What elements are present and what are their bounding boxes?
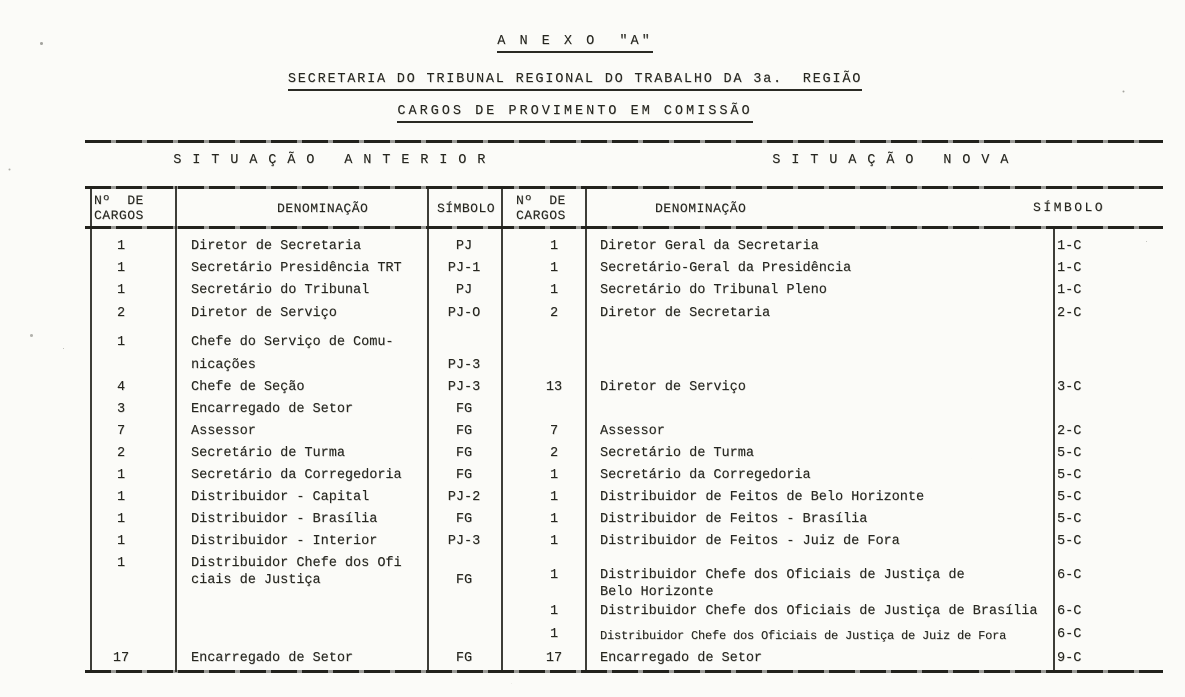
cell-d1: Secretário Presidência TRT: [191, 261, 402, 276]
cell-d1: Chefe de Seção: [191, 380, 305, 395]
cell-s1: PJ-3: [447, 358, 481, 373]
cell-d1: Encarregado de Setor: [191, 402, 354, 417]
table-row: [0, 401, 1185, 419]
cell-n2: 1: [549, 490, 559, 505]
table-row: [0, 650, 1185, 668]
cell-s2: 1-C: [1057, 239, 1082, 254]
cell-d2: Distribuidor de Feitos de Belo Horizonte: [600, 490, 925, 505]
cell-n2: 1: [549, 261, 559, 276]
cell-n1: 4: [116, 380, 126, 395]
cell-n2: 1: [549, 283, 559, 298]
cell-d2: Distribuidor Chefe dos Oficiais de Justiça de Belo Horizonte: [600, 568, 965, 600]
cell-d1: Secretário de Turma: [191, 446, 345, 461]
page-subtitle-cargos: [0, 103, 1150, 123]
cell-n1: 1: [116, 534, 126, 549]
cell-d2: Secretário do Tribunal Pleno: [600, 283, 827, 298]
cell-n2: 2: [549, 306, 559, 321]
table-row: [0, 334, 1185, 352]
colhead-denominacao2: DENOMINAÇÃO: [655, 201, 747, 216]
cell-n2: 2: [549, 446, 559, 461]
cell-n1: 17: [112, 651, 130, 666]
section-label-anterior: S I T U A Ç Ã O A N T E R I O R: [173, 153, 487, 168]
cell-n1: 2: [116, 306, 126, 321]
cell-d1: Distribuidor Chefe dos Ofi ciais de Justiça: [191, 556, 402, 588]
cell-n2: 7: [549, 424, 559, 439]
colhead-num2-line1: Nº DE: [516, 193, 566, 208]
cell-d1: Distribuidor - Brasília: [191, 512, 378, 527]
cell-s2: 5-C: [1057, 512, 1082, 527]
cell-d2: Encarregado de Setor: [600, 651, 763, 666]
cell-d2: Distribuidor de Feitos - Brasília: [600, 512, 868, 527]
cell-d2: Distribuidor de Feitos - Juiz de Fora: [600, 534, 900, 549]
table-row: [0, 533, 1185, 551]
cell-d1: Assessor: [191, 424, 256, 439]
cell-s2: 1-C: [1057, 283, 1082, 298]
cell-n2: 1: [549, 627, 559, 642]
cell-n2: 1: [549, 534, 559, 549]
cell-n2: 13: [545, 380, 563, 395]
cell-d1: Diretor de Secretaria: [191, 239, 362, 254]
cell-n1: 1: [116, 335, 126, 350]
rule-header-top: [85, 186, 1163, 189]
colhead-num1-line2: CARGOS: [94, 208, 144, 223]
cell-s1: FG: [455, 512, 473, 527]
cell-d1: Distribuidor - Capital: [191, 490, 370, 505]
table-row: [0, 489, 1185, 507]
cell-s1: FG: [455, 468, 473, 483]
cell-n1: 1: [116, 261, 126, 276]
rule-header-bottom: [85, 226, 1163, 229]
page-subtitle-org: [0, 71, 1150, 91]
cell-d2: Secretário da Corregedoria: [600, 468, 811, 483]
cell-s2: 6-C: [1057, 604, 1082, 619]
cell-d1: Encarregado de Setor: [191, 651, 354, 666]
page-title: [0, 33, 1150, 53]
table-row: [0, 423, 1185, 441]
table-row: [0, 445, 1185, 463]
cell-d2: Distribuidor Chefe dos Oficiais de Justiça de Brasília: [600, 604, 1038, 619]
cell-d2: Diretor Geral da Secretaria: [600, 239, 819, 254]
cell-s1: PJ-O: [447, 306, 481, 321]
colhead-denominacao1: DENOMINAÇÃO: [277, 201, 369, 216]
cell-n1: 3: [116, 402, 126, 417]
cell-s1: PJ: [455, 239, 473, 254]
cell-d2: Assessor: [600, 424, 665, 439]
table-row: [0, 305, 1185, 323]
cell-n2: 1: [549, 604, 559, 619]
cell-s1: FG: [455, 651, 473, 666]
colhead-simbolo2: SÍMBOLO: [1033, 200, 1106, 215]
section-label-nova: S I T U A Ç Ã O N O V A: [772, 153, 1010, 168]
cell-n1: 1: [116, 468, 126, 483]
cell-n1: 1: [116, 556, 126, 571]
cell-s2: 5-C: [1057, 490, 1082, 505]
table-row: [0, 260, 1185, 278]
cell-n2: 1: [549, 239, 559, 254]
rule-top: [85, 140, 1163, 143]
cell-s2: 5-C: [1057, 534, 1082, 549]
cell-n1: 1: [116, 490, 126, 505]
cell-n2: 1: [549, 468, 559, 483]
table-row: [0, 467, 1185, 485]
cell-s1: PJ-3: [447, 534, 481, 549]
cell-s2: 6-C: [1057, 568, 1082, 583]
cell-n2: 17: [545, 651, 563, 666]
cell-n1: 7: [116, 424, 126, 439]
cell-d1: nicações: [191, 358, 256, 373]
cell-s1: FG: [455, 402, 473, 417]
table-row: [0, 238, 1185, 256]
cell-s2: 5-C: [1057, 468, 1082, 483]
cell-n1: 2: [116, 446, 126, 461]
cell-s1: PJ-1: [447, 261, 481, 276]
cell-n2: 1: [549, 568, 559, 583]
cell-d2: Diretor de Secretaria: [600, 306, 771, 321]
cell-s2: 2-C: [1057, 424, 1082, 439]
cell-n1: 1: [116, 283, 126, 298]
table-row: [0, 379, 1185, 397]
table-row: [0, 626, 1185, 644]
table-row: [0, 555, 1185, 600]
cell-d2: Secretário de Turma: [600, 446, 754, 461]
colhead-num1-line1: Nº DE: [94, 193, 144, 208]
page-subtitle-cargos-text: CARGOS DE PROVIMENTO EM COMISSÃO: [397, 103, 752, 123]
cell-s1: PJ-2: [447, 490, 481, 505]
cell-s1: FG: [455, 424, 473, 439]
table-row: [0, 603, 1185, 621]
cell-n1: 1: [116, 239, 126, 254]
cell-s2: 9-C: [1057, 651, 1082, 666]
cell-s1: FG: [455, 573, 473, 588]
cell-d2: Diretor de Serviço: [600, 380, 746, 395]
cell-s2: 3-C: [1057, 380, 1082, 395]
colhead-simbolo1: SÍMBOLO: [436, 201, 496, 216]
cell-d1: Secretário da Corregedoria: [191, 468, 402, 483]
cell-n1: 1: [116, 512, 126, 527]
table-row: [0, 511, 1185, 529]
cell-d1: Distribuidor - Interior: [191, 534, 378, 549]
cell-d1: Secretário do Tribunal: [191, 283, 370, 298]
cell-d2: Distribuidor Chefe dos Oficiais de Justiça de Juiz de Fora: [600, 629, 1007, 643]
table-row: [0, 282, 1185, 300]
cell-d2: Secretário-Geral da Presidência: [600, 261, 852, 276]
cell-s2: 2-C: [1057, 306, 1082, 321]
cell-s2: 1-C: [1057, 261, 1082, 276]
cell-s1: PJ: [455, 283, 473, 298]
cell-n2: 1: [549, 512, 559, 527]
page-title-text: A N E X O "A": [497, 33, 652, 53]
cell-s2: 6-C: [1057, 627, 1082, 642]
cell-d1: Diretor de Serviço: [191, 306, 337, 321]
table-row: [0, 357, 1185, 375]
rule-bottom: [85, 670, 1163, 673]
page-subtitle-org-text: SECRETARIA DO TRIBUNAL REGIONAL DO TRABALHO DA 3a. REGIÃO: [288, 71, 862, 91]
cell-s1: FG: [455, 446, 473, 461]
cell-d1: Chefe do Serviço de Comu-: [191, 335, 394, 350]
cell-s1: PJ-3: [447, 380, 481, 395]
cell-s2: 5-C: [1057, 446, 1082, 461]
colhead-num2-line2: CARGOS: [516, 208, 566, 223]
